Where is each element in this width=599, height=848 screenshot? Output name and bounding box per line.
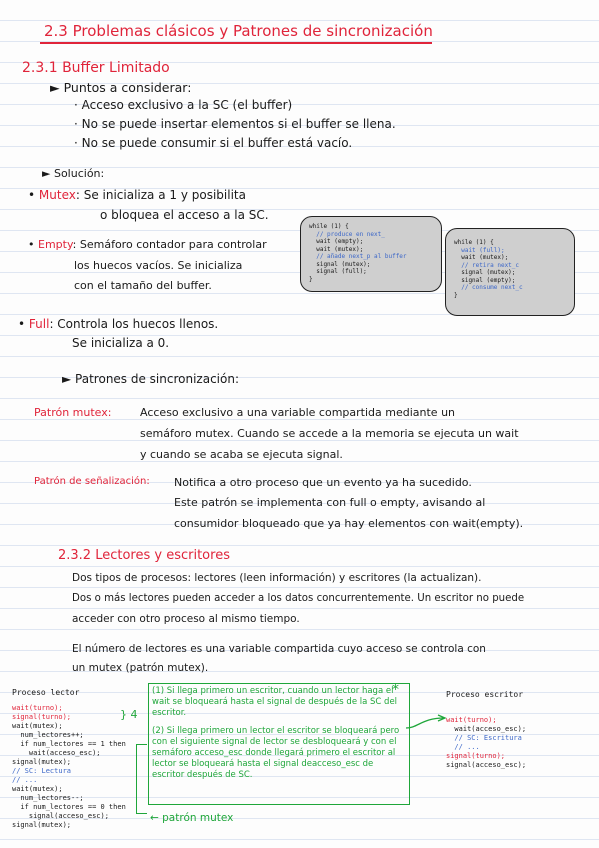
point-2: · No se puede insertar elementos si el buffer se llena. <box>74 117 396 131</box>
producer-line-2: // produce en next_ <box>309 230 385 238</box>
pattern-mutex-term: Patrón mutex: <box>34 406 112 419</box>
reader-line-9: // ... <box>12 776 38 784</box>
solution-label: ► Solución: <box>42 167 105 180</box>
writer-line-3: // SC: Escritura <box>446 734 522 742</box>
note-1: (1) Si llega primero un escritor, cuando un lector haga el wait se bloqueará hasta el signal de después de la SC del escritor. <box>152 686 398 718</box>
points-label: ► Puntos a considerar: <box>50 80 192 95</box>
patterns-label-text: Patrones de sincronización: <box>75 372 239 386</box>
consumer-line-3: wait (mutex); <box>454 254 509 261</box>
pattern-signal-line-3: consumidor bloqueado que ya hay elementos con wait(empty). <box>174 517 524 530</box>
pattern-mutex-line-1: Acceso exclusivo a una variable compartida mediante un <box>140 406 456 419</box>
consumer-line-8: } <box>454 291 458 299</box>
readers-line-2: Dos o más lectores pueden acceder a los datos concurrentemente. Un escritor no puede <box>72 593 525 604</box>
mutex-arrow-label: ← patrón mutex <box>150 812 234 824</box>
reader-line-11: num_lectores--; <box>12 794 84 802</box>
pattern-mutex-term-text: Patrón mutex <box>34 406 108 419</box>
readers-line-5: un mutex (patrón mutex). <box>72 662 209 674</box>
producer-line-1: while (1) { <box>309 223 349 230</box>
point-1: · Acceso exclusivo a la SC (el buffer) <box>74 98 293 112</box>
reader-title: Proceso lector <box>12 688 80 697</box>
writer-arrow <box>404 712 448 732</box>
producer-line-3: wait (empty); <box>309 238 364 245</box>
producer-line-7: signal (full); <box>309 268 367 275</box>
readers-line-1: Dos tipos de procesos: lectores (leen información) y escritores (la actualizan). <box>72 572 482 584</box>
writer-line-1: wait(turno); <box>446 716 497 724</box>
producer-line-4: wait (mutex); <box>309 245 364 253</box>
patterns-label: ► Patrones de sincronización: <box>62 372 239 386</box>
consumer-code-box <box>445 228 575 316</box>
consumer-line-1: while (1) { <box>454 239 494 246</box>
reader-line-1: wait(turno); <box>12 704 63 712</box>
producer-line-5: // añade next_p al buffer <box>309 253 407 260</box>
reader-line-8: // SC: Lectura <box>12 767 72 775</box>
readers-line-3: acceder con otro proceso al mismo tiempo. <box>72 613 300 625</box>
pattern-mutex-line-3: y cuando se acaba se ejecuta signal. <box>140 448 343 461</box>
reader-line-3: wait(mutex); <box>12 722 63 730</box>
writer-line-4: // ... <box>446 743 480 751</box>
empty-line-1: Semáforo contador para controlar <box>79 238 267 251</box>
reader-line-4: num_lectores++; <box>12 731 84 739</box>
pattern-signal-line-2: Este patrón se implementa con full o empty, avisando al <box>174 496 486 509</box>
producer-line-6: signal (mutex); <box>309 260 371 268</box>
producer-line-8: } <box>309 275 313 283</box>
consumer-line-7: // consume next_c <box>454 284 523 291</box>
reader-line-10: wait(mutex); <box>12 785 63 793</box>
note-star: * <box>392 682 399 698</box>
consumer-line-2: wait (full); <box>454 246 505 254</box>
page-title: 2.3 Problemas clásicos y Patrones de sincronización <box>44 22 433 40</box>
full-term: Full <box>28 317 50 331</box>
reader-line-5: if num_lectores == 1 then <box>12 740 126 748</box>
reader-line-7: signal(mutex); <box>12 758 72 766</box>
empty-line-3: con el tamaño del buffer. <box>74 279 212 292</box>
mutex-line-2: o bloquea el acceso a la SC. <box>100 208 269 222</box>
reader-line-2: signal(turno); <box>12 713 72 721</box>
reader-line-6: wait(acceso_esc); <box>12 749 101 757</box>
writer-line-6: signal(acceso_esc); <box>446 761 527 769</box>
pattern-signal-term-text: Patrón de señalización <box>34 476 147 487</box>
pattern-mutex-line-2: semáforo mutex. Cuando se accede a la memoria se ejecuta un wait <box>140 427 519 440</box>
mutex-arrow-text: patrón mutex <box>162 812 234 824</box>
writer-code <box>446 716 526 770</box>
reader-line-13: signal(acceso_esc); <box>12 812 109 820</box>
producer-code-box <box>300 216 442 292</box>
readers-line-4: El número de lectores es una variable compartida cuyo acceso se controla con <box>72 643 486 655</box>
consumer-line-5: signal (mutex); <box>454 269 516 276</box>
consumer-line-6: signal (empty); <box>454 276 516 284</box>
writer-line-2: wait(acceso_esc); <box>446 725 527 733</box>
points-label-text: Puntos a considerar: <box>63 80 192 95</box>
section-heading-buffer: 2.3.1 Buffer Limitado <box>22 60 170 76</box>
empty-def: • Empty: Semáforo contador para controlar <box>28 238 267 251</box>
reader-code <box>12 704 126 830</box>
pattern-signal-line-1: Notifica a otro proceso que un evento ya ha sucedido. <box>174 476 472 489</box>
section-heading-readers: 2.3.2 Lectores y escritores <box>58 548 230 563</box>
mutex-line-1: Se inicializa a 1 y posibilita <box>83 188 246 202</box>
mutex-bracket <box>136 744 147 814</box>
title-underline <box>40 42 432 44</box>
full-line-2: Se inicializa a 0. <box>72 336 170 350</box>
reader-line-14: signal(mutex); <box>12 821 72 829</box>
mutex-term: Mutex <box>38 188 76 202</box>
writer-title: Proceso escritor <box>446 690 524 699</box>
point-3: · No se puede consumir si el buffer está vacío. <box>74 136 353 150</box>
solution-label-text: Solución: <box>53 167 105 180</box>
full-def: • Full: Controla los huecos llenos. <box>18 317 219 331</box>
empty-term: Empty <box>38 238 73 251</box>
consumer-line-4: // retira next_c <box>454 261 520 269</box>
mutex-def: • Mutex: Se inicializa a 1 y posibilita <box>28 188 246 202</box>
note-brace-left: } 4 <box>120 708 138 721</box>
pattern-signal-term: Patrón de señalización: <box>34 476 150 487</box>
writer-line-5: signal(turno); <box>446 752 506 760</box>
full-line-1: Controla los huecos llenos. <box>57 317 219 331</box>
reader-line-12: if num_lectores == 0 then <box>12 803 126 811</box>
note-2: (2) Si llega primero un lector el escritor se bloqueará pero con el siguiente signal de lector se desbloqueará y con el semáforo acceso_esc donde llegará primero el escritor al lector se bloqueará hasta el signal deacceso_esc de escritor después de SC. <box>152 726 400 780</box>
empty-line-2: los huecos vacíos. Se inicializa <box>74 259 243 272</box>
